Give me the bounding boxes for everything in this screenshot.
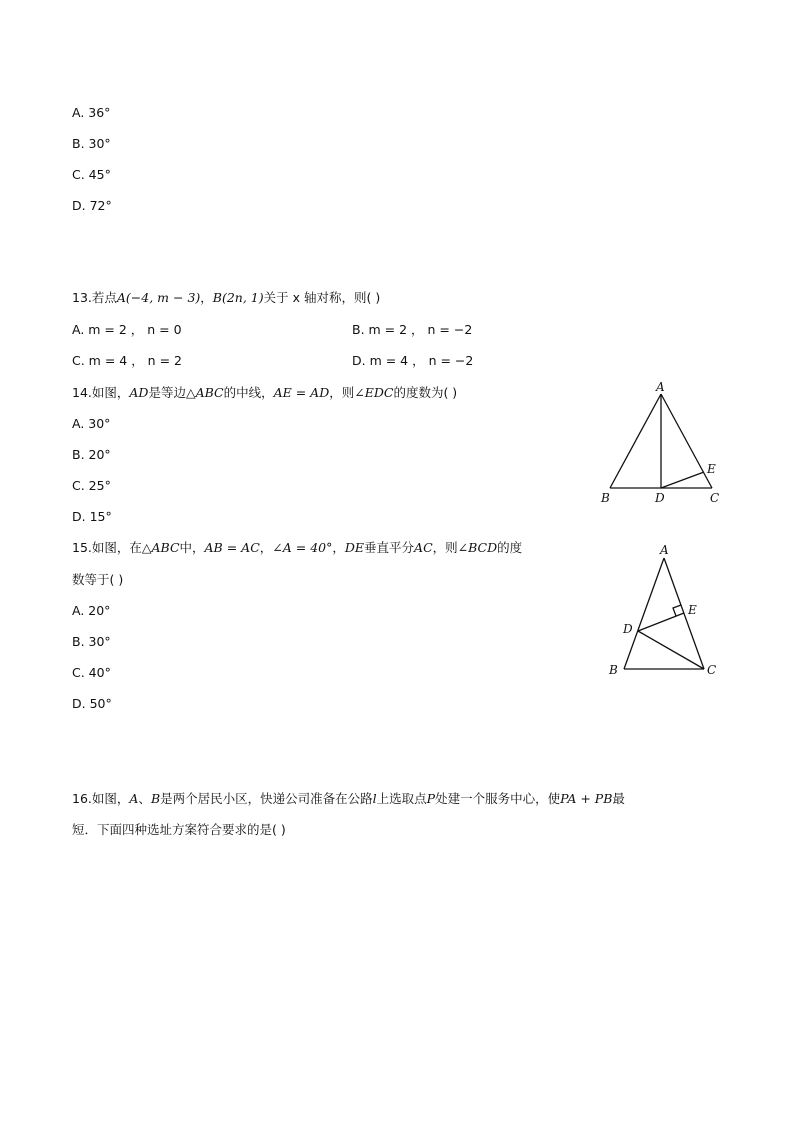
q14-math-ae-ad: AE = AD [273,385,330,400]
q15-stem-text: 中， [179,540,205,555]
q16-math-b: B [150,791,161,806]
q13-stem-prefix: 13.若点 [72,290,117,305]
q15-figure [604,540,728,680]
q16-stem [72,791,625,807]
q16-stem-text: 上选取点 [376,791,427,806]
q16-math-a: A [129,791,139,806]
q15-option-a: A. 20° [72,603,111,618]
q13-option-a: A. m = 2 ， n = 0 [72,322,182,337]
q16-stem-text: 处建一个服务中心，使 [435,791,561,806]
q15-math-ac: AC [414,540,433,555]
q15-stem-text: ， [259,540,273,555]
q14-math-angle: ∠EDC [354,385,394,400]
q15-label-e: E [688,603,697,617]
q15-stem [72,540,522,556]
q13-sep: ， [200,290,213,305]
q15-option-c: C. 40° [72,665,111,680]
q15-option-b: B. 30° [72,634,111,649]
q14-label-c: C [710,491,720,505]
q14-stem-text: 是等边 [148,385,186,400]
q13-stem-suffix: 关于 x 轴对称，则( ) [263,290,381,305]
q16-math-p: P [426,791,436,806]
q15-math-angle-a: ∠A = 40° [272,540,333,555]
q16-stem-text: 最 [612,791,625,806]
q14-figure [598,380,728,510]
q13-option-c: C. m = 4 ， n = 2 [72,353,182,368]
q16-stem-line2: 短．下面四种选址方案符合要求的是( ) [72,822,286,837]
q15-stem-text: 的度 [497,540,523,555]
q14-math-ad: AD [129,385,149,400]
q15-label-b: B [609,663,618,677]
q12-option-d: D. 72° [72,198,112,213]
q14-option-d: D. 15° [72,509,112,524]
q13-stem [72,290,380,306]
q14-side-ac [661,394,712,488]
q14-stem-text: 14.如图， [72,385,130,400]
q15-label-a: A [660,543,669,557]
q15-math-angle-bcd: ∠BCD [457,540,498,555]
q15-option-d: D. 50° [72,696,112,711]
q16-stem-text: 是两个居民小区，快递公司准备在公路 [160,791,373,806]
q15-math-ab-ac: AB = AC [204,540,260,555]
q16-math-pa-pb: PA + PB [560,791,613,806]
q12-option-c: C. 45° [72,167,111,182]
q15-side-ab [624,558,664,669]
q14-option-c: C. 25° [72,478,111,493]
q13-point-a: A(−4, m − 3) [116,290,201,305]
q14-stem-text: 的中线， [223,385,274,400]
q15-segment-de [638,613,684,631]
q15-stem-text: ， [332,540,345,555]
q15-stem-text: ，则 [432,540,458,555]
q16-math-l: l [372,791,377,806]
q16-stem-text: 、 [138,791,151,806]
q12-option-a: A. 36° [72,105,111,120]
q15-stem-text: 15.如图，在 [72,540,142,555]
q14-label-e: E [707,462,716,476]
q13-option-d: D. m = 4 ， n = −2 [352,353,474,368]
q15-stem-line2: 数等于( ) [72,572,124,587]
q15-math-triangle: △ABC [141,540,180,555]
q14-option-b: B. 20° [72,447,111,462]
q14-stem-text: 的度数为( ) [393,385,458,400]
q15-label-d: D [623,622,633,636]
q13-option-b: B. m = 2 ， n = −2 [352,322,473,337]
q14-label-a: A [656,380,665,394]
q14-label-b: B [601,491,610,505]
q15-label-c: C [707,663,717,677]
q14-math-triangle: △ABC [185,385,224,400]
q12-option-b: B. 30° [72,136,111,151]
q14-side-ab [610,394,661,488]
q15-segment-dc [638,631,704,669]
q16-stem-text: 16.如图， [72,791,130,806]
q14-stem-text: ，则 [329,385,355,400]
q13-point-b: B(2n, 1) [212,290,264,305]
q14-option-a: A. 30° [72,416,111,431]
q14-stem [72,385,457,401]
q14-segment-de [661,472,704,488]
q14-label-d: D [655,491,665,505]
q15-stem-text: 垂直平分 [364,540,415,555]
q15-math-de: DE [344,540,365,555]
